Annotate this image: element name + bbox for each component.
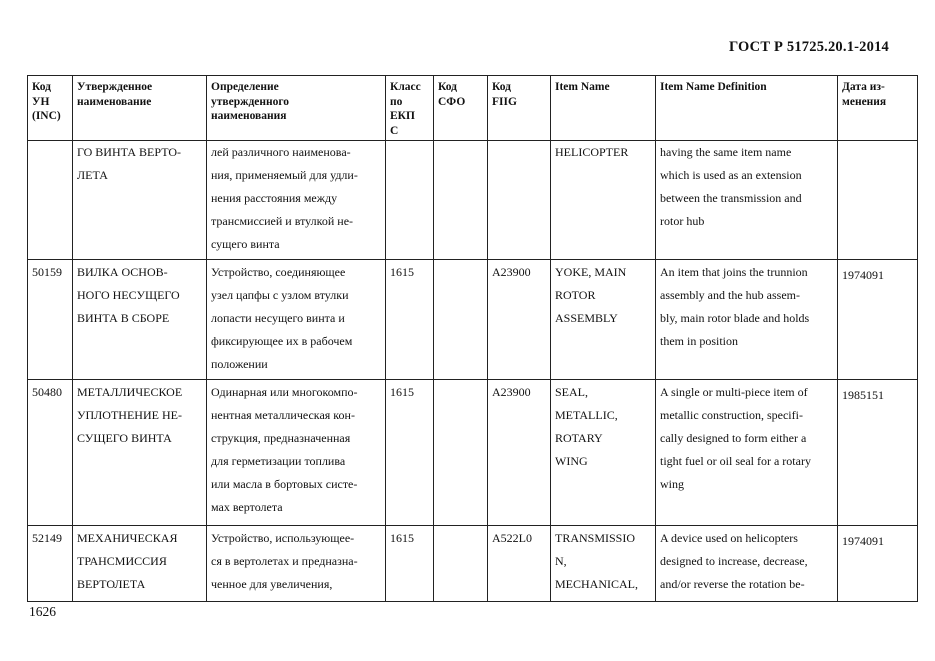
table-row	[28, 141, 918, 260]
cell-sfo	[434, 380, 488, 526]
cell-line: bly, main rotor blade and holds	[660, 311, 810, 325]
cell-line: which is used as an extension	[660, 168, 802, 182]
cell-definition	[207, 380, 386, 526]
cell-item-definition	[656, 260, 838, 380]
header-sfo	[434, 76, 488, 141]
cell-text: 50480	[32, 385, 62, 399]
cell-line: An item that joins the trunnion	[660, 265, 808, 279]
cell-line: ся в вертолетах и предназна-	[211, 554, 358, 568]
header-approved-name	[73, 76, 207, 141]
cell-change-date	[838, 526, 918, 602]
cell-approved-name	[73, 141, 207, 260]
cell-line: УПЛОТНЕНИЕ НЕ-	[77, 408, 182, 422]
header-line: Код	[32, 81, 52, 93]
cell-change-date	[838, 380, 918, 526]
header-line: (INC)	[32, 110, 61, 122]
cell-line: cally designed to form either a	[660, 431, 807, 445]
header-line: Дата из-	[842, 81, 885, 93]
cell-line: ASSEMBLY	[555, 311, 618, 325]
cell-fiig	[488, 141, 551, 260]
header-line: Item Name	[555, 81, 610, 93]
page-number: 1626	[29, 604, 56, 619]
cell-approved-name	[73, 260, 207, 380]
cell-line: ТРАНСМИССИЯ	[77, 554, 167, 568]
cell-text: 1974091	[842, 268, 884, 282]
cell-inc	[28, 380, 73, 526]
cell-line: струкция, предназначенная	[211, 431, 351, 445]
cell-definition	[207, 141, 386, 260]
cell-line: лопасти несущего винта и	[211, 311, 345, 325]
table-body	[28, 141, 918, 602]
cell-change-date	[838, 141, 918, 260]
header-line: Класс	[390, 81, 421, 93]
header-change-date	[838, 76, 918, 141]
cell-change-date	[838, 260, 918, 380]
cell-line: SEAL,	[555, 385, 588, 399]
document-title: ГОСТ Р 51725.20.1-2014	[728, 39, 889, 55]
cell-fiig	[488, 260, 551, 380]
cell-definition	[207, 260, 386, 380]
cell-line: tight fuel or oil seal for a rotary	[660, 454, 811, 468]
cell-sfo	[434, 260, 488, 380]
cell-sfo	[434, 526, 488, 602]
cell-sfo	[434, 141, 488, 260]
header-line: по	[390, 95, 403, 108]
table-header-row	[28, 76, 918, 141]
header-line: утвержденного	[211, 95, 290, 108]
cell-line: rotor hub	[660, 214, 705, 228]
cell-line: трансмиссией и втулкой не-	[211, 214, 354, 228]
cell-approved-name	[73, 380, 207, 526]
cell-line: НОГО НЕСУЩЕГО	[77, 288, 180, 302]
cell-line: wing	[660, 477, 684, 491]
cell-line: ВЕРТОЛЕТА	[77, 577, 146, 591]
cell-class	[386, 260, 434, 380]
cell-item-name	[551, 260, 656, 380]
cell-line: assembly and the hub assem-	[660, 288, 800, 302]
cell-class	[386, 380, 434, 526]
cell-line: СУЩЕГО ВИНТА	[77, 431, 172, 445]
cell-class	[386, 526, 434, 602]
cell-fiig	[488, 526, 551, 602]
cell-text: A23900	[492, 265, 531, 279]
header-item-name	[551, 76, 656, 141]
table-row	[28, 526, 918, 602]
header-line: наименования	[211, 110, 287, 122]
cell-text: 1985151	[842, 388, 884, 402]
header-line: FIIG	[492, 95, 517, 108]
cell-line: фиксирующее их в рабочем	[211, 334, 353, 348]
cell-inc	[28, 526, 73, 602]
cell-item-name	[551, 526, 656, 602]
classification-table	[27, 75, 918, 602]
header-line: наименование	[77, 95, 152, 108]
cell-line: ГО ВИНТА ВЕРТО-	[77, 145, 182, 159]
cell-line: A device used on helicopters	[660, 531, 798, 545]
cell-inc	[28, 141, 73, 260]
header-line: УН	[32, 95, 50, 108]
cell-line: положении	[211, 357, 268, 371]
header-line: СФО	[438, 95, 466, 108]
cell-item-name	[551, 380, 656, 526]
cell-line: Устройство, использующее-	[211, 531, 355, 545]
cell-text: 1974091	[842, 534, 884, 548]
cell-definition	[207, 526, 386, 602]
header-line: Код	[438, 81, 458, 93]
table-row	[28, 380, 918, 526]
cell-text: 1615	[390, 265, 414, 279]
header-class	[386, 76, 434, 141]
cell-line: metallic construction, specifi-	[660, 408, 803, 422]
cell-line: N,	[555, 554, 567, 568]
cell-line: узел цапфы с узлом втулки	[211, 288, 349, 302]
cell-line: WING	[555, 454, 588, 468]
cell-text: A23900	[492, 385, 531, 399]
cell-line: HELICOPTER	[555, 145, 629, 159]
cell-line: Одинарная или многокомпо-	[211, 385, 358, 399]
cell-line: мах вертолета	[211, 500, 283, 514]
cell-line: лей различного наименова-	[211, 145, 351, 159]
cell-line: ния, применяемый для удли-	[211, 168, 358, 182]
cell-line: ченное для увеличения,	[211, 577, 333, 591]
cell-class	[386, 141, 434, 260]
cell-line: ВИЛКА ОСНОВ-	[77, 265, 168, 279]
header-line: ЕКП	[390, 110, 415, 122]
cell-line: или масла в бортовых систе-	[211, 477, 358, 491]
cell-line: A single or multi-piece item of	[660, 385, 808, 399]
cell-fiig	[488, 380, 551, 526]
header-fiig	[488, 76, 551, 141]
table-row	[28, 260, 918, 380]
header-line: Утвержденное	[77, 81, 153, 93]
cell-text: A522L0	[492, 531, 532, 545]
cell-line: нентная металлическая кон-	[211, 408, 355, 422]
cell-line: YOKE, MAIN	[555, 265, 627, 279]
cell-line: ЛЕТА	[77, 168, 108, 182]
cell-text: 1615	[390, 385, 414, 399]
cell-text: 1615	[390, 531, 414, 545]
cell-line: designed to increase, decrease,	[660, 554, 808, 568]
cell-text: 52149	[32, 531, 62, 545]
cell-item-definition	[656, 141, 838, 260]
cell-line: TRANSMISSIO	[555, 531, 636, 545]
header-line: Код	[492, 81, 512, 93]
cell-line: для герметизации топлива	[211, 454, 346, 468]
cell-line: Устройство, соединяющее	[211, 265, 346, 279]
header-line: менения	[842, 95, 887, 108]
cell-approved-name	[73, 526, 207, 602]
cell-line: сущего винта	[211, 237, 280, 251]
header-line: Item Name Definition	[660, 81, 767, 93]
cell-text: 50159	[32, 265, 62, 279]
cell-line: ВИНТА В СБОРЕ	[77, 311, 170, 325]
cell-line: METALLIC,	[555, 408, 618, 422]
header-definition	[207, 76, 386, 141]
header-inc	[28, 76, 73, 141]
cell-line: ROTARY	[555, 431, 603, 445]
header-item-definition	[656, 76, 838, 141]
cell-line: нения расстояния между	[211, 191, 338, 205]
cell-line: and/or reverse the rotation be-	[660, 577, 805, 591]
cell-line: having the same item name	[660, 145, 792, 159]
cell-inc	[28, 260, 73, 380]
cell-line: them in position	[660, 334, 738, 348]
cell-line: ROTOR	[555, 288, 596, 302]
header-line: Определение	[211, 81, 279, 93]
header-line: С	[390, 124, 399, 137]
cell-line: MECHANICAL,	[555, 577, 638, 591]
cell-line: МЕХАНИЧЕСКАЯ	[77, 531, 178, 545]
cell-line: МЕТАЛЛИЧЕСКОЕ	[77, 385, 183, 399]
cell-line: between the transmission and	[660, 191, 802, 205]
cell-item-definition	[656, 380, 838, 526]
cell-item-definition	[656, 526, 838, 602]
cell-item-name	[551, 141, 656, 260]
